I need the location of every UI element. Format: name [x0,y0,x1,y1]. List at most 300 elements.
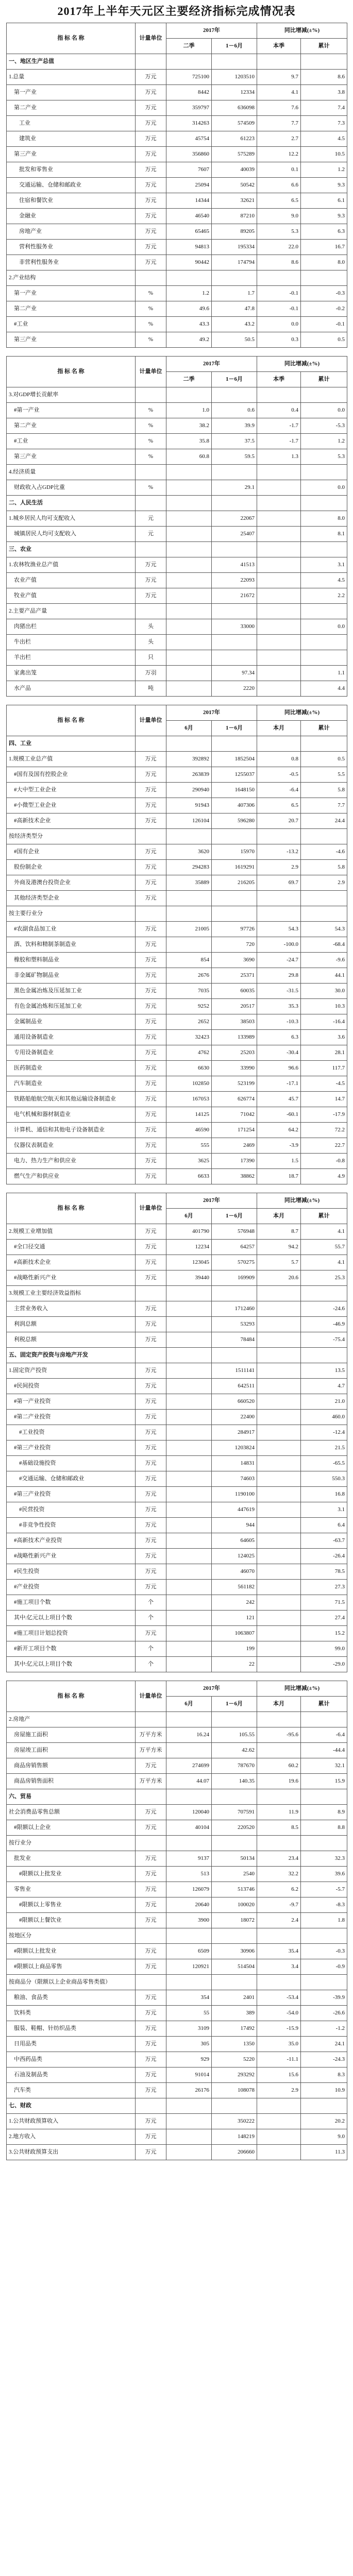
table-row [7,418,347,434]
unit-cell: 万元 [136,1270,166,1286]
value-period: 4762 [166,1045,212,1061]
unit-cell: 万元 [136,2021,166,2037]
table-row [7,752,347,767]
table-row [7,1061,347,1076]
header-subcolumn: 6月 [166,1209,212,1224]
value-period: 401790 [166,1224,212,1240]
unit-cell: 万元 [136,209,166,224]
growth-period: 35.3 [257,999,301,1014]
table-row [7,70,347,85]
unit-cell: 万元 [136,162,166,178]
growth-period: 9.7 [257,70,301,85]
value-period [166,2129,212,2145]
value-cumulative: 97726 [212,922,257,937]
growth-period: 22.0 [257,240,301,255]
value-period: 14125 [166,1107,212,1123]
table-row [7,1533,347,1549]
growth-period: -1.7 [257,434,301,449]
growth-cumulative: 8.6 [301,70,347,85]
value-cumulative: 30906 [212,1944,257,1959]
header-unit: 计量单位 [136,357,166,387]
unit-cell [136,1836,166,1851]
value-period [166,1502,212,1518]
header-unit: 计量单位 [136,705,166,736]
table-row [7,301,347,317]
table-row [7,434,347,449]
growth-cumulative: -4.5 [301,1076,347,1092]
growth-cumulative: 550.3 [301,1471,347,1487]
value-period [166,1928,212,1944]
unit-cell [136,604,166,619]
indicator-name: #民营投资 [7,1502,136,1518]
growth-cumulative [301,650,347,666]
header-subcolumn: 1－6月 [212,1209,257,1224]
header-row [7,705,347,721]
unit-cell: 万元 [136,1363,166,1379]
unit-cell: 万元 [136,2037,166,2052]
value-period: 46590 [166,1123,212,1138]
value-period [166,619,212,635]
growth-cumulative: -17.9 [301,1107,347,1123]
table-row [7,116,347,131]
header-subcolumn: 6月 [166,721,212,736]
growth-period: 94.2 [257,1240,301,1255]
table-row [7,1138,347,1154]
growth-cumulative: -0.3 [301,1944,347,1959]
growth-cumulative: 24.4 [301,814,347,829]
value-cumulative: 133989 [212,1030,257,1045]
unit-cell: 万元 [136,1518,166,1533]
unit-cell: 万元 [136,1805,166,1820]
table-row [7,1270,347,1286]
unit-cell: 万元 [136,1092,166,1107]
value-period: 354 [166,1990,212,2006]
unit-cell: 万元 [136,1471,166,1487]
table-row [7,147,347,162]
value-period [166,387,212,403]
table-row [7,224,347,240]
unit-cell: 万元 [136,953,166,968]
unit-cell: % [136,418,166,434]
table-row [7,270,347,286]
unit-cell: 万元 [136,752,166,767]
indicator-name: 股份制企业 [7,860,136,875]
growth-cumulative: -5.3 [301,418,347,434]
growth-period: 5.7 [257,1255,301,1270]
table-row [7,1743,347,1758]
table-row [7,1959,347,1975]
value-cumulative: 32621 [212,193,257,209]
value-period: 123045 [166,1255,212,1270]
value-period [166,1564,212,1580]
value-cumulative: 220520 [212,1820,257,1836]
value-period [166,1425,212,1440]
value-period: 2676 [166,968,212,984]
indicator-name: 房地产业 [7,224,136,240]
value-cumulative: 40039 [212,162,257,178]
value-cumulative: 174794 [212,255,257,270]
header-subcolumn: 本季 [257,39,301,54]
indicator-name: 商品房销售额 [7,1758,136,1774]
table-row [7,1727,347,1743]
growth-period: -95.6 [257,1727,301,1743]
header-indicator: 指 标 名 称 [7,357,136,387]
value-cumulative: 642511 [212,1379,257,1394]
value-cumulative [212,387,257,403]
growth-period [257,1394,301,1410]
growth-period: 6.3 [257,1030,301,1045]
indicator-name: #大中型工业企业 [7,783,136,798]
table-row [7,1169,347,1184]
growth-cumulative: 0.0 [301,480,347,496]
value-period: 126104 [166,814,212,829]
growth-period: 0.8 [257,752,301,767]
table-row [7,829,347,844]
growth-cumulative: 4.1 [301,1224,347,1240]
value-cumulative: 576948 [212,1224,257,1240]
indicator-name: #限额以上批发业 [7,1867,136,1882]
value-period [166,1626,212,1641]
report-title: 2017年上半年天元区主要经济指标完成情况表 [57,5,296,18]
header-period: 2017年 [166,1193,257,1209]
unit-cell [136,1975,166,1990]
growth-period [257,270,301,286]
unit-cell: 万元 [136,1076,166,1092]
value-cumulative: 1255037 [212,767,257,783]
value-cumulative: 707591 [212,1805,257,1820]
unit-cell: 个 [136,1595,166,1611]
table-row [7,798,347,814]
value-cumulative [212,604,257,619]
indicator-name: 建筑业 [7,131,136,147]
unit-cell: 万元 [136,1820,166,1836]
growth-cumulative: 4.7 [301,1379,347,1394]
unit-cell: 万元 [136,1564,166,1580]
growth-period: 23.4 [257,1851,301,1867]
growth-cumulative: 55.7 [301,1240,347,1255]
unit-cell: 万元 [136,767,166,783]
value-cumulative: 25371 [212,968,257,984]
growth-cumulative: -63.7 [301,1533,347,1549]
unit-cell: 万元 [136,1959,166,1975]
indicator-name: 2.主要产品产量 [7,604,136,619]
value-cumulative: 195334 [212,240,257,255]
value-period [166,573,212,588]
value-cumulative: 171254 [212,1123,257,1138]
growth-cumulative [301,891,347,906]
value-period [166,736,212,752]
growth-cumulative: 71.5 [301,1595,347,1611]
table-row [7,1897,347,1913]
table-row [7,496,347,511]
table-row [7,953,347,968]
indicator-name: 房屋竣工面积 [7,1743,136,1758]
value-period: 45754 [166,131,212,147]
value-period: 359797 [166,100,212,116]
growth-cumulative [301,1928,347,1944]
table-row [7,1944,347,1959]
value-period [166,1456,212,1471]
indicator-name: 农业产值 [7,573,136,588]
value-period: 555 [166,1138,212,1154]
growth-cumulative [301,465,347,480]
growth-period [257,1836,301,1851]
value-period: 120040 [166,1805,212,1820]
indicator-name: #高新技术产业投资 [7,1533,136,1549]
table-row [7,1564,347,1580]
value-period: 43.3 [166,317,212,332]
growth-period: -53.4 [257,1990,301,2006]
value-cumulative: 514504 [212,1959,257,1975]
unit-cell: 万元 [136,1897,166,1913]
unit-cell: 万元 [136,2067,166,2083]
value-cumulative: 523199 [212,1076,257,1092]
growth-period: 2.4 [257,1913,301,1928]
value-cumulative: 18072 [212,1913,257,1928]
table-row [7,1014,347,1030]
value-period [166,588,212,604]
unit-cell [136,542,166,557]
table-row [7,178,347,193]
value-period [166,2114,212,2129]
value-period [166,1471,212,1487]
value-cumulative: 124025 [212,1549,257,1564]
table-row [7,736,347,752]
growth-period: 45.7 [257,1092,301,1107]
value-period [166,1440,212,1456]
header-subcolumn: 二季 [166,39,212,54]
indicator-name: 主营业务收入 [7,1301,136,1317]
value-cumulative: 25203 [212,1045,257,1061]
table-row [7,1123,347,1138]
table-row [7,844,347,860]
value-cumulative [212,1348,257,1363]
growth-cumulative: -4.6 [301,844,347,860]
value-cumulative: 1350 [212,2037,257,2052]
table-row [7,511,347,527]
table-row [7,1851,347,1867]
value-cumulative: 64605 [212,1533,257,1549]
value-cumulative: 59.5 [212,449,257,465]
growth-period: 29.8 [257,968,301,984]
indicator-name: 三、农业 [7,542,136,557]
growth-cumulative [301,736,347,752]
header-subcolumn: 本月 [257,721,301,736]
unit-cell: 万元 [136,573,166,588]
header-period: 2017年 [166,705,257,721]
value-cumulative: 284917 [212,1425,257,1440]
growth-period: -54.0 [257,2006,301,2021]
value-period: 55 [166,2006,212,2021]
section-gap [0,1184,353,1193]
value-period: 91014 [166,2067,212,2083]
growth-period: 0.1 [257,162,301,178]
growth-period [257,1317,301,1332]
table-row [7,1363,347,1379]
table-row [7,1425,347,1440]
table-row [7,573,347,588]
header-growth: 同比增减(±%) [257,705,347,721]
unit-cell: 万元 [136,1410,166,1425]
indicator-name: #战略性新兴产业 [7,1549,136,1564]
growth-cumulative: 78.5 [301,1564,347,1580]
value-cumulative [212,1928,257,1944]
growth-period [257,1712,301,1727]
value-cumulative: 206660 [212,2145,257,2160]
value-period [166,1518,212,1533]
header-period: 2017年 [166,357,257,372]
value-period: 35889 [166,875,212,891]
value-cumulative: 140.35 [212,1774,257,1789]
growth-period [257,666,301,681]
unit-cell: 万元 [136,1317,166,1332]
value-cumulative [212,736,257,752]
value-period: 12234 [166,1240,212,1255]
header-row [7,1681,347,1697]
unit-cell: 万元 [136,2006,166,2021]
unit-cell: 万元 [136,131,166,147]
value-period [166,1379,212,1394]
indicator-name: #民间投资 [7,1379,136,1394]
value-cumulative [212,1712,257,1727]
growth-cumulative: 25.3 [301,1270,347,1286]
unit-cell: 万元 [136,2129,166,2145]
table-row [7,1394,347,1410]
growth-cumulative: 2.9 [301,875,347,891]
indicator-name: 其中:亿元以上项目个数 [7,1611,136,1626]
indicator-table [6,1193,347,1672]
growth-period: -11.1 [257,2052,301,2067]
growth-period [257,1286,301,1301]
growth-period: -1.7 [257,418,301,434]
header-subcolumn: 本月 [257,1209,301,1224]
table-row [7,1154,347,1169]
growth-period [257,1564,301,1580]
unit-cell: 万元 [136,2083,166,2098]
indicator-name: #施工项目计划总投资 [7,1626,136,1641]
unit-cell: % [136,449,166,465]
value-cumulative: 1190100 [212,1487,257,1502]
growth-cumulative: 1.2 [301,434,347,449]
header-subcolumn: 1－6月 [212,721,257,736]
table-row [7,1975,347,1990]
table-row [7,1286,347,1301]
value-period: 854 [166,953,212,968]
growth-period: 0.4 [257,403,301,418]
growth-period: 35.0 [257,2037,301,2052]
indicator-name: 财政收入占GDP比重 [7,480,136,496]
growth-period [257,1928,301,1944]
value-period [166,1348,212,1363]
indicator-name: 利税总额 [7,1332,136,1348]
header-indicator: 指 标 名 称 [7,1193,136,1224]
value-period: 120921 [166,1959,212,1975]
indicator-name: 3.对GDP增长贡献率 [7,387,136,403]
value-cumulative [212,54,257,70]
value-period: 38.2 [166,418,212,434]
growth-period [257,1657,301,1672]
unit-cell: % [136,286,166,301]
indicator-name: 2.房地产 [7,1712,136,1727]
growth-period: 3.4 [257,1959,301,1975]
growth-period: 32.2 [257,1867,301,1882]
indicator-name: 3.规模工业主要经济效益指标 [7,1286,136,1301]
value-period [166,829,212,844]
growth-cumulative: 11.3 [301,2145,347,2160]
growth-cumulative: -8.3 [301,1897,347,1913]
indicator-name: 1.固定资产投资 [7,1363,136,1379]
indicator-name: 有色金属冶炼和压延加工业 [7,999,136,1014]
growth-period: 7.7 [257,116,301,131]
growth-cumulative: 5.5 [301,767,347,783]
table-row [7,1758,347,1774]
header-subcolumn: 1－6月 [212,39,257,54]
value-cumulative: 17390 [212,1154,257,1169]
table-row [7,1379,347,1394]
growth-cumulative: -46.9 [301,1317,347,1332]
table-row [7,1317,347,1332]
indicator-name: 六、贸易 [7,1789,136,1805]
value-period [166,542,212,557]
value-period: 356860 [166,147,212,162]
value-cumulative [212,650,257,666]
growth-cumulative: 3.1 [301,1502,347,1518]
growth-cumulative: -0.9 [301,1959,347,1975]
value-period: 3620 [166,844,212,860]
unit-cell: 万元 [136,968,166,984]
table-row [7,1487,347,1502]
unit-cell: % [136,332,166,348]
table-row [7,860,347,875]
unit-cell: 万平方米 [136,1727,166,1743]
growth-cumulative [301,496,347,511]
value-period [166,1975,212,1990]
table-row [7,542,347,557]
header-subcolumn: 累计 [301,1209,347,1224]
indicator-name: #限额以上批发业 [7,1944,136,1959]
growth-cumulative: 27.4 [301,1611,347,1626]
growth-period [257,2129,301,2145]
unit-cell: 万元 [136,1255,166,1270]
indicator-name: 2.规模工业增加值 [7,1224,136,1240]
value-cumulative: 626774 [212,1092,257,1107]
table-row [7,162,347,178]
growth-period [257,527,301,542]
growth-cumulative: -0.3 [301,286,347,301]
value-cumulative: 38862 [212,1169,257,1184]
value-cumulative [212,496,257,511]
growth-period [257,1626,301,1641]
growth-cumulative [301,906,347,922]
value-period [166,650,212,666]
unit-cell: 万平方米 [136,1774,166,1789]
growth-cumulative: -0.2 [301,301,347,317]
unit-cell: % [136,403,166,418]
value-period: 1.0 [166,403,212,418]
growth-period [257,557,301,573]
table-row [7,1224,347,1240]
growth-period: 12.2 [257,147,301,162]
value-cumulative: 38503 [212,1014,257,1030]
header-indicator: 指 标 名 称 [7,705,136,736]
unit-cell: 万平方米 [136,1743,166,1758]
value-cumulative: 561182 [212,1580,257,1595]
growth-cumulative: -5.7 [301,1882,347,1897]
growth-cumulative: -29.0 [301,1657,347,1672]
growth-cumulative: -0.8 [301,1154,347,1169]
table-row [7,1301,347,1317]
growth-cumulative: 1.2 [301,162,347,178]
